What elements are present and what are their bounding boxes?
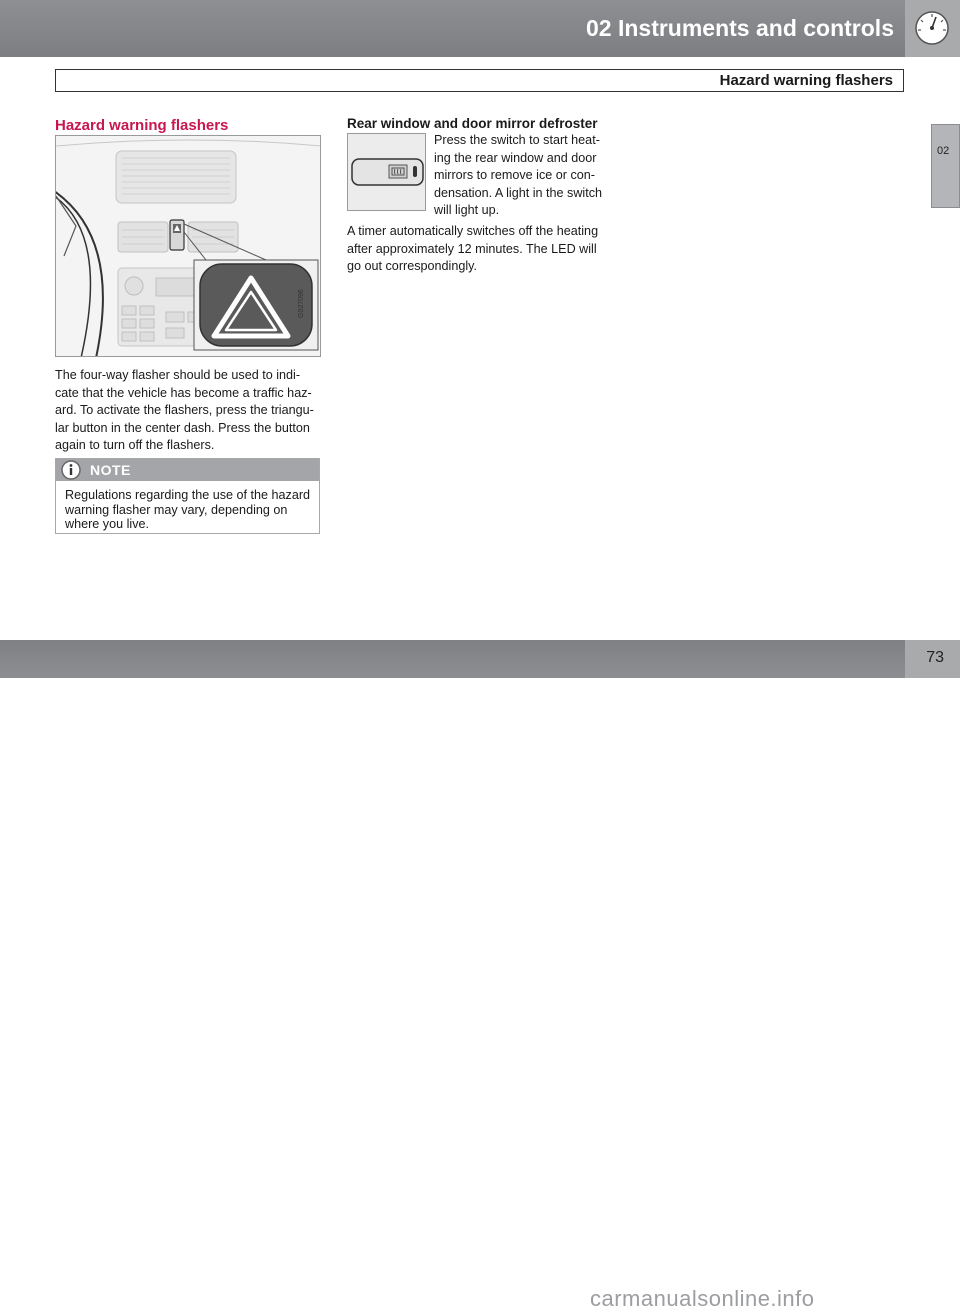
defroster-intro-line: mirrors to remove ice or con- [434, 168, 595, 182]
figure-code: G027096 [298, 289, 305, 318]
subheader-bar [55, 69, 904, 92]
defroster-body-line: go out correspondingly. [347, 259, 477, 273]
defroster-switch-figure [347, 133, 426, 211]
defroster-body-line: after approximately 12 minutes. The LED will [347, 241, 597, 256]
defroster-intro-line: Press the switch to start heat- [434, 133, 600, 147]
defroster-intro [434, 132, 624, 220]
hazard-body-line: again to turn off the flashers. [55, 438, 215, 452]
note-line: where you live. [65, 517, 149, 531]
chapter-tab-label: 02 [937, 145, 950, 157]
defroster-heading: Rear window and door mirror defroster [347, 116, 598, 131]
page-number: 73 [926, 649, 944, 666]
gauge-badge [905, 0, 960, 57]
hazard-body-line: ard. To activate the flashers, press the triangu- [55, 403, 314, 417]
defroster-body [347, 223, 627, 276]
note-header [56, 459, 319, 481]
defroster-body-line: A timer automatically switches off the heating [347, 224, 599, 238]
defroster-intro-line: will light up. [434, 203, 500, 217]
hazard-body-line: lar button in the center dash. Press the button [55, 420, 310, 435]
note-line: warning flasher may vary, depending on [65, 502, 288, 517]
note-line: Regulations regarding the use of the hazard [65, 488, 311, 502]
watermark: carmanualsonline.info [590, 1286, 815, 1311]
hazard-heading: Hazard warning flashers [55, 117, 229, 134]
dashboard-figure [55, 135, 321, 357]
section-title: Hazard warning flashers [719, 72, 893, 89]
footer-band [0, 640, 960, 1311]
note-text [65, 488, 315, 532]
info-icon [59, 458, 83, 482]
dashboard-illustration [56, 136, 321, 357]
header-band [0, 0, 960, 57]
note-label: NOTE [90, 462, 131, 478]
chapter-title: 02 Instruments and controls [585, 15, 894, 41]
defroster-intro-line: densation. A light in the switch [434, 185, 603, 200]
gauge-icon [905, 0, 960, 57]
hazard-body [55, 367, 325, 455]
hazard-body-line: The four-way flasher should be used to indi- [55, 368, 301, 382]
page-number-box [905, 640, 960, 678]
note-box [55, 458, 320, 534]
hazard-body-line: cate that the vehicle has become a traffic haz- [55, 385, 312, 400]
defroster-switch-illustration [348, 134, 426, 211]
defroster-intro-line: ing the rear window and door [434, 150, 597, 165]
chapter-tab[interactable] [931, 124, 960, 208]
